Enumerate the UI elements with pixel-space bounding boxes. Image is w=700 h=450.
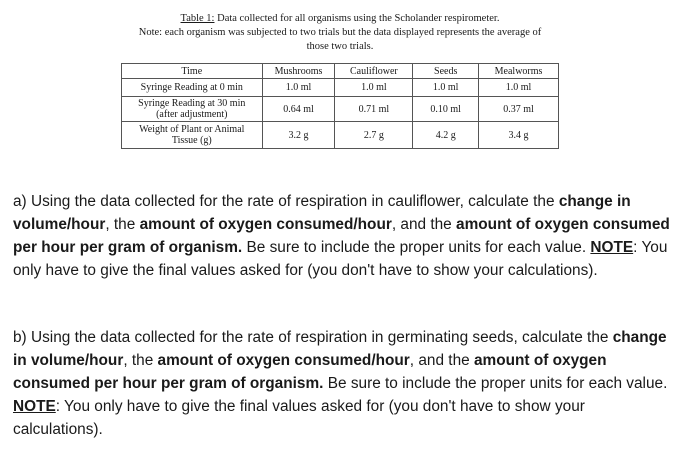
question-bold: amount of oxygen consumed per hour per gram of organism. xyxy=(13,352,607,392)
respirometer-data-table xyxy=(121,63,559,149)
table-caption xyxy=(110,12,570,54)
table-cell: 1.0 ml xyxy=(413,79,479,97)
question-text: , the xyxy=(105,216,140,233)
caption-note-line2: those two trials. xyxy=(306,41,374,52)
question-text: , the xyxy=(123,352,158,369)
table-cell: 1.0 ml xyxy=(262,79,335,97)
table-label: Table 1: xyxy=(180,13,215,24)
header-seeds: Seeds xyxy=(413,64,479,79)
row-label-line1: Syringe Reading at 30 min xyxy=(138,98,246,109)
table-row xyxy=(122,79,559,97)
table-cell: 4.2 g xyxy=(413,122,479,149)
question-text: a) Using the data collected for the rate of respiration in cauliflower, calculate the xyxy=(13,193,559,210)
question-b xyxy=(13,326,673,441)
table-row xyxy=(122,122,559,149)
question-bold: change in volume/hour xyxy=(13,329,667,369)
table-cell: 0.10 ml xyxy=(413,97,479,122)
table-title: Data collected for all organisms using the Scholander respirometer. xyxy=(217,13,500,24)
question-bold: amount of oxygen consumed/hour xyxy=(157,352,410,369)
row-label xyxy=(122,122,263,149)
row-label-line2: Tissue (g) xyxy=(171,135,212,146)
question-text: , and the xyxy=(391,216,457,233)
table-cell: 0.64 ml xyxy=(262,97,335,122)
question-text: Be sure to include the proper units for each value. xyxy=(323,375,668,392)
question-bold: change in volume/hour xyxy=(13,193,631,233)
table-cell: 3.4 g xyxy=(479,122,559,149)
table-cell: 0.37 ml xyxy=(479,97,559,122)
table-row xyxy=(122,97,559,122)
header-time: Time xyxy=(122,64,263,79)
header-mealworms: Mealworms xyxy=(479,64,559,79)
row-label xyxy=(122,97,263,122)
question-text: b) Using the data collected for the rate of respiration in germinating seeds, calculate the xyxy=(13,329,613,346)
table-cell: 2.7 g xyxy=(335,122,413,149)
table-header-row xyxy=(122,64,559,79)
row-label: Syringe Reading at 0 min xyxy=(122,79,263,97)
header-cauliflower: Cauliflower xyxy=(335,64,413,79)
caption-title-line xyxy=(110,12,570,26)
header-mushrooms: Mushrooms xyxy=(262,64,335,79)
question-text: Be sure to include the proper units for each value. xyxy=(242,239,591,256)
question-bold: amount of oxygen consumed/hour xyxy=(139,216,392,233)
table-cell: 1.0 ml xyxy=(479,79,559,97)
caption-note-line1: Note: each organism was subjected to two trials but the data displayed represents the average of xyxy=(138,27,542,38)
note-label: NOTE xyxy=(13,398,56,415)
question-text: , and the xyxy=(409,352,474,369)
question-a xyxy=(13,190,673,282)
question-bold: amount of oxygen consumed per hour per gram of organism. xyxy=(13,216,670,256)
question-text: : You only have to give the final values asked for (you don't have to show your calculations). xyxy=(13,239,668,279)
row-label-line1: Weight of Plant or Animal xyxy=(139,124,245,135)
table-cell: 0.71 ml xyxy=(335,97,413,122)
table-cell: 1.0 ml xyxy=(335,79,413,97)
table-cell: 3.2 g xyxy=(262,122,335,149)
question-text: : You only have to give the final values asked for (you don't have to show your calculations). xyxy=(13,398,585,438)
note-label: NOTE xyxy=(590,239,634,256)
row-label-line2: (after adjustment) xyxy=(156,109,228,120)
